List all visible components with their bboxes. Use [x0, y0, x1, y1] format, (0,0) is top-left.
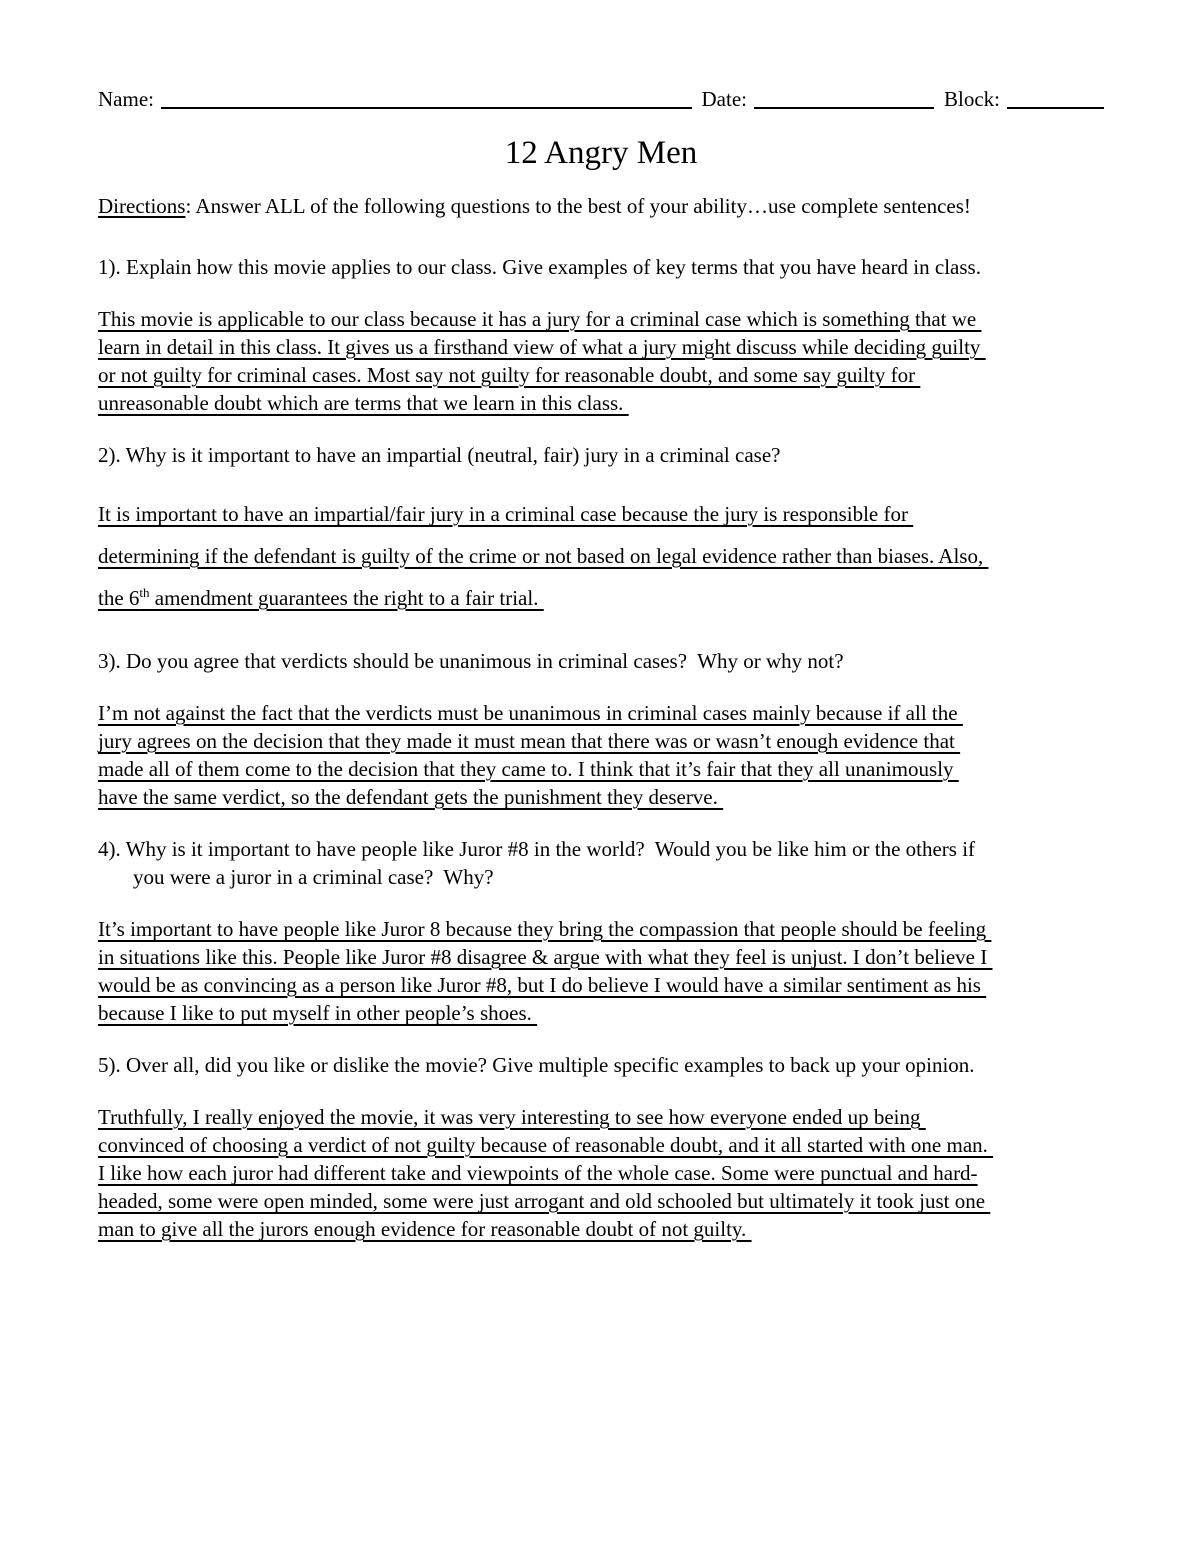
answer-line: headed, some were open minded, some were just arrogant and old schooled but ultimately it took just one: [98, 1189, 991, 1213]
answer-line: because I like to put myself in other people’s shoes.: [98, 1001, 538, 1025]
block-label: Block:: [944, 87, 1000, 111]
name-blank-line: [161, 85, 692, 109]
directions-text: : Answer ALL of the following questions to the best of your ability…use complete sentences!: [185, 194, 971, 218]
question-4: [98, 835, 1104, 891]
question-text: Why is it important to have an impartial (neutral, fair) jury in a criminal case?: [125, 443, 781, 467]
answer-line: learn in detail in this class. It gives us a firsthand view of what a jury might discuss while deciding guilty: [98, 335, 986, 359]
answer-line: convinced of choosing a verdict of not guilty because of reasonable doubt, and it all started with one man.: [98, 1133, 994, 1157]
question-3: [98, 647, 1104, 675]
answer-3: [98, 699, 1104, 811]
answer-line: made all of them come to the decision that they came to. I think that it’s fair that they all unanimously: [98, 757, 959, 781]
page-title: 12 Angry Men: [504, 135, 698, 171]
answer-text: the 6: [98, 586, 140, 610]
answer-5: [98, 1103, 1104, 1243]
answer-line: I like how each juror had different take and viewpoints of the whole case. Some were punctual and hard-: [98, 1161, 978, 1185]
answer-4: [98, 915, 1104, 1027]
directions-label: Directions: [98, 194, 186, 218]
answer-line: in situations like this. People like Juror #8 disagree & argue with what they feel is unjust. I don’t believe I: [98, 945, 993, 969]
question-number: 5).: [98, 1053, 121, 1077]
question-number: 2).: [98, 443, 121, 467]
answer-line: [98, 577, 1104, 619]
question-text: Why is it important to have people like Juror #8 in the world? Would you be like him or the others if: [125, 837, 976, 861]
answer-line: This movie is applicable to our class because it has a jury for a criminal case which is something that we: [98, 307, 982, 331]
answer-line: or not guilty for criminal cases. Most say not guilty for reasonable doubt, and some say guilty for: [98, 363, 921, 387]
answer-1: [98, 305, 1104, 417]
question-5: [98, 1051, 1104, 1079]
answer-line: It is important to have an impartial/fair jury in a criminal case because the jury is responsible for: [98, 502, 914, 526]
answer-2: [98, 493, 1104, 619]
answer-line: jury agrees on the decision that they made it must mean that there was or wasn’t enough evidence that: [98, 729, 961, 753]
question-text: Explain how this movie applies to our class. Give examples of key terms that you have heard in class.: [126, 255, 981, 279]
answer-line: have the same verdict, so the defendant gets the punishment they deserve.: [98, 785, 724, 809]
answer-text: amendment guarantees the right to a fair trial.: [149, 586, 544, 610]
block-blank-line: [1007, 85, 1104, 109]
answer-line: unreasonable doubt which are terms that we learn in this class.: [98, 391, 629, 415]
question-text-continued: you were a juror in a criminal case? Why?: [133, 865, 494, 889]
document-header: [98, 85, 1104, 113]
question-number: 1).: [98, 255, 121, 279]
answer-line: would be as convincing as a person like Juror #8, but I do believe I would have a similar sentiment as his: [98, 973, 987, 997]
question-number: 3).: [98, 649, 121, 673]
question-text: Over all, did you like or dislike the movie? Give multiple specific examples to back up your opinion.: [126, 1053, 975, 1077]
directions: [98, 192, 1104, 220]
question-text: Do you agree that verdicts should be unanimous in criminal cases? Why or why not?: [126, 649, 844, 673]
name-label: Name:: [98, 87, 154, 111]
superscript-th: th: [139, 585, 150, 600]
question-2: [98, 441, 1104, 469]
answer-line: determining if the defendant is guilty of the crime or not based on legal evidence rather than biases. Also,: [98, 544, 989, 568]
question-number: 4).: [98, 837, 121, 861]
date-label: Date:: [701, 87, 747, 111]
answer-line: man to give all the jurors enough evidence for reasonable doubt of not guilty.: [98, 1217, 752, 1241]
date-blank-line: [754, 85, 934, 109]
answer-line: It’s important to have people like Juror 8 because they bring the compassion that people should be feeling: [98, 917, 992, 941]
answer-line: I’m not against the fact that the verdicts must be unanimous in criminal cases mainly because if all the: [98, 701, 963, 725]
question-1: [98, 253, 1104, 281]
answer-line: Truthfully, I really enjoyed the movie, it was very interesting to see how everyone ended up being: [98, 1105, 926, 1129]
